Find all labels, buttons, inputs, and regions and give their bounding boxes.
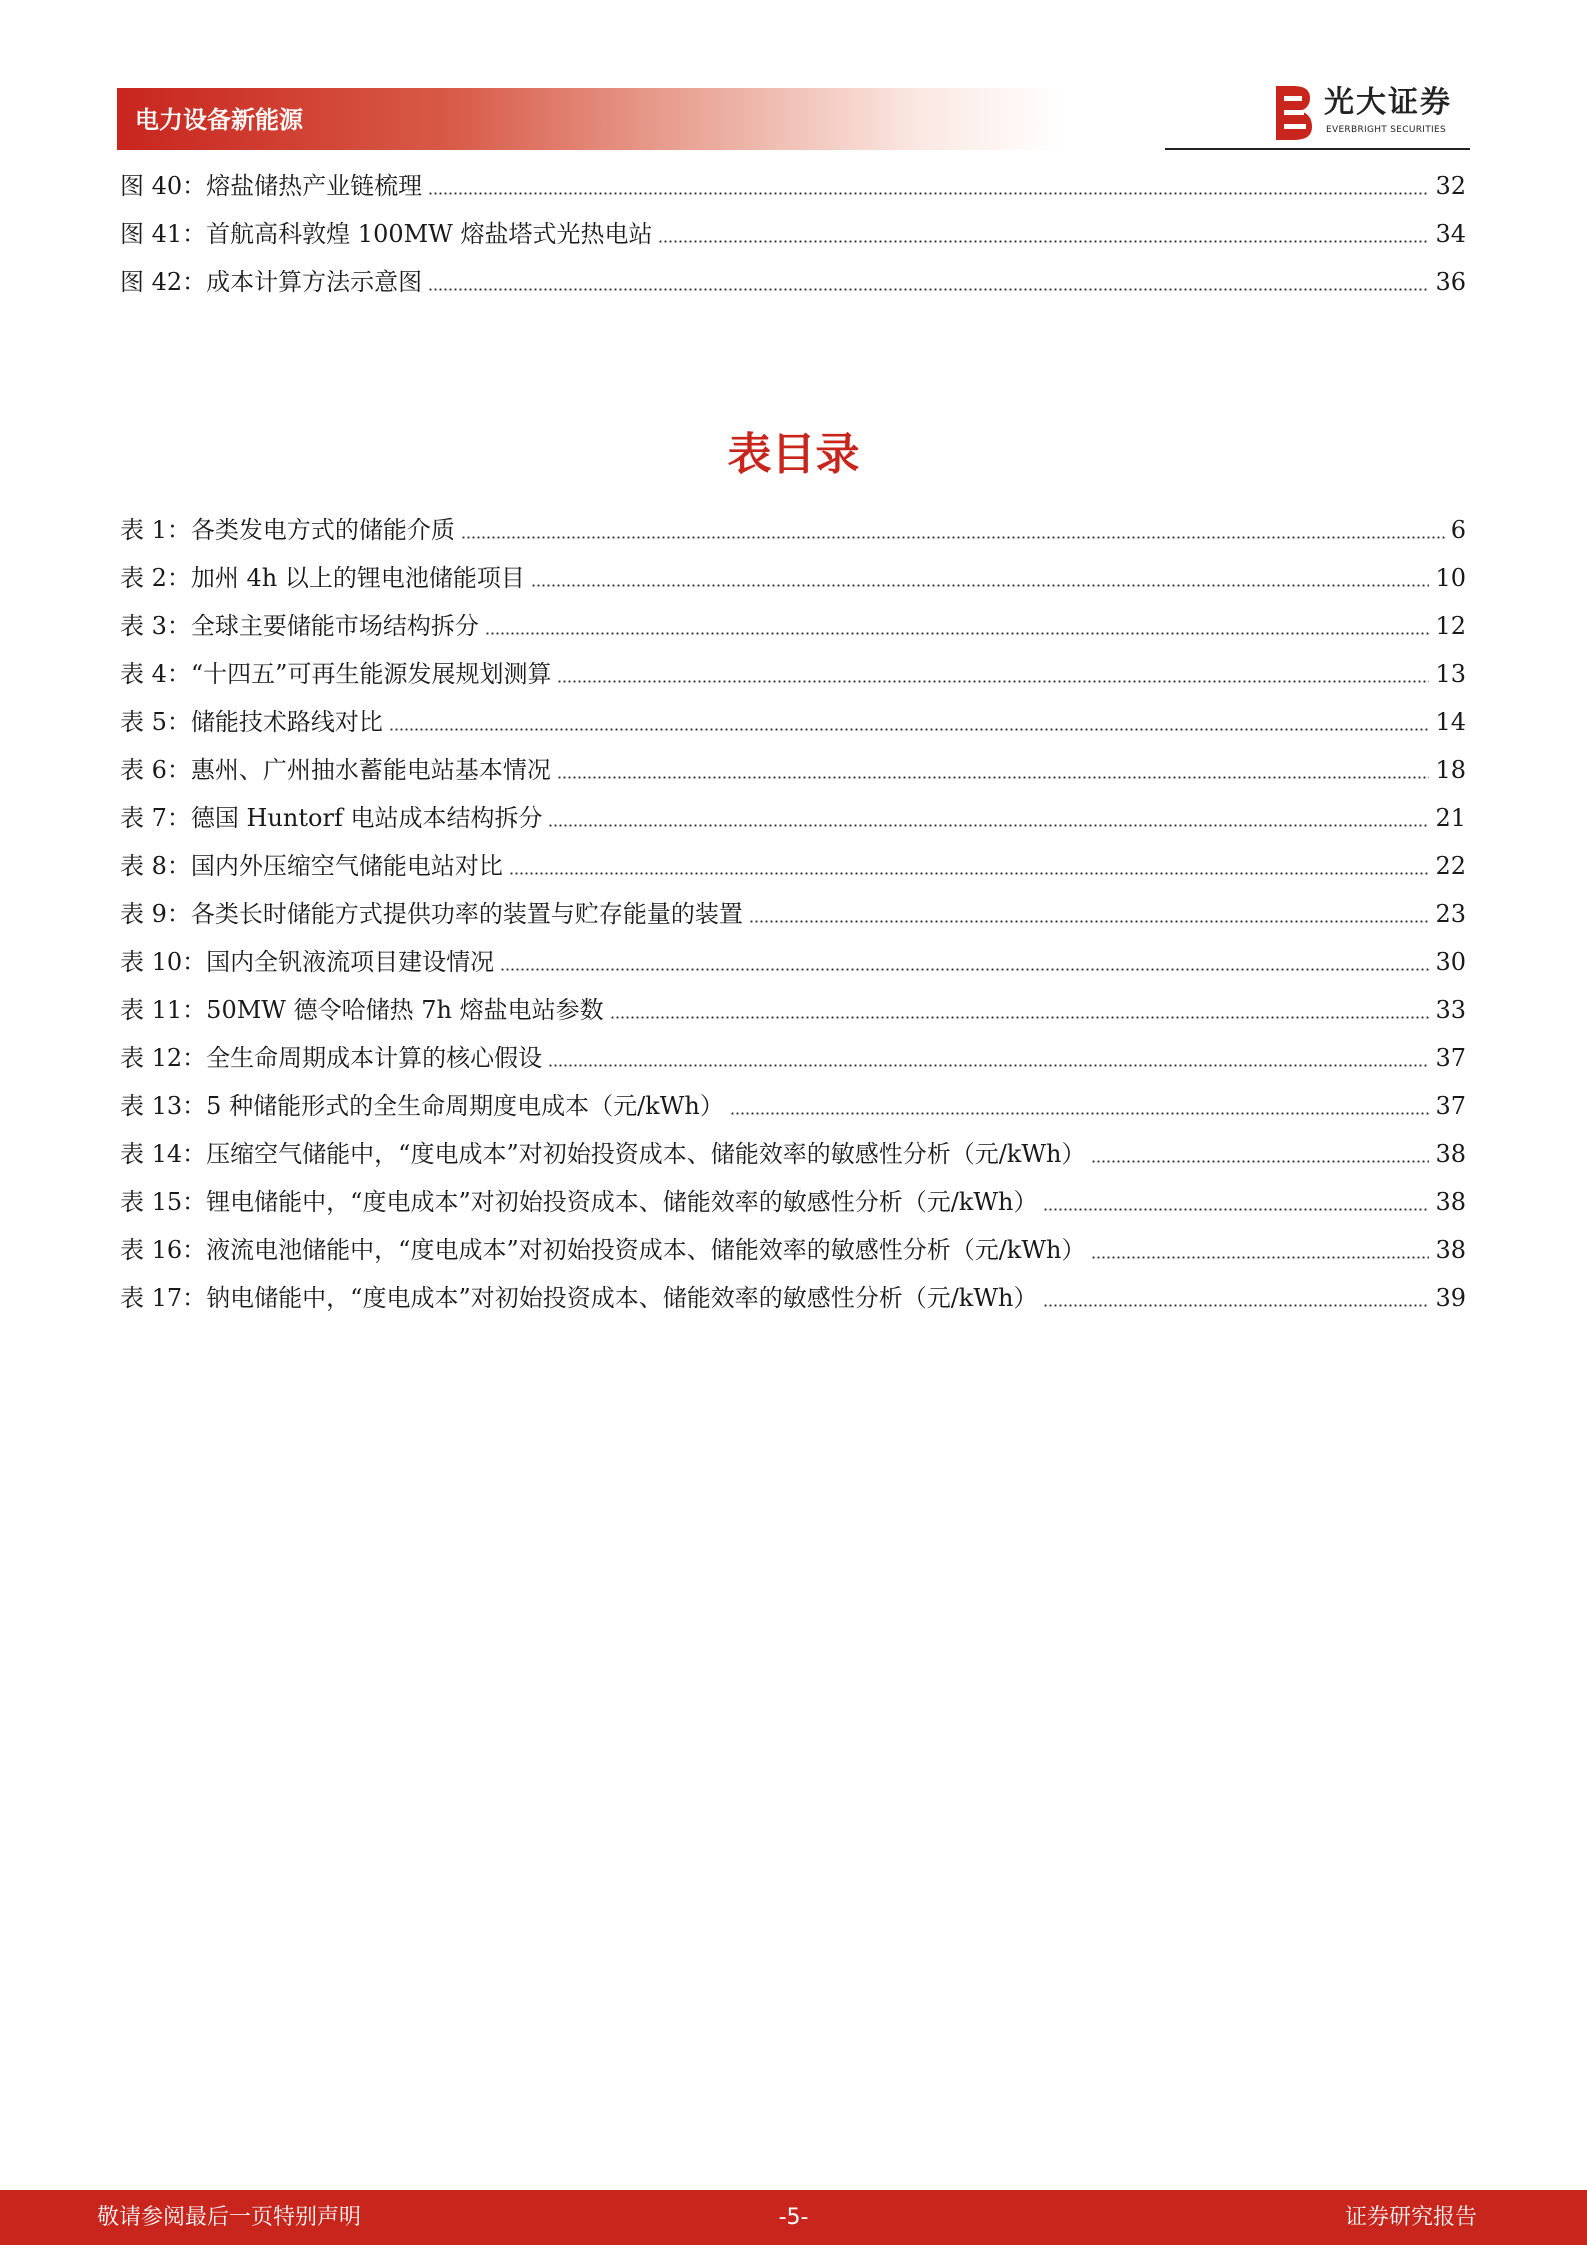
- dot-leader: [557, 776, 1430, 779]
- table-title: 钠电储能中，“度电成本”对初始投资成本、储能效率的敏感性分析（元/kWh）: [206, 1284, 1038, 1312]
- dot-leader: [610, 1016, 1430, 1019]
- table-entry[interactable]: [120, 1134, 1466, 1174]
- table-title: 储能技术路线对比: [190, 708, 383, 736]
- table-entry[interactable]: [120, 798, 1466, 838]
- table-label: 表 11：: [120, 996, 207, 1024]
- table-title: 加州 4h 以上的锂电池储能项目: [190, 564, 525, 592]
- logo-chinese-name: 光大证券: [1324, 85, 1452, 120]
- table-title: 50MW 德令哈储热 7h 熔盐电站参数: [206, 996, 604, 1024]
- table-label: 表 5：: [120, 708, 191, 736]
- table-page: 37: [1435, 1092, 1466, 1120]
- table-title: 锂电储能中，“度电成本”对初始投资成本、储能效率的敏感性分析（元/kWh）: [206, 1188, 1038, 1216]
- table-entry[interactable]: [120, 942, 1466, 982]
- table-page: 12: [1435, 612, 1466, 640]
- table-page: 37: [1435, 1044, 1466, 1072]
- footer-band: [0, 2190, 1587, 2245]
- dot-leader: [1043, 1304, 1429, 1307]
- table-label: 表 7：: [120, 804, 191, 832]
- figure-label: 图 41：: [120, 220, 207, 248]
- dot-leader: [557, 680, 1429, 683]
- table-list-heading: 表目录: [727, 429, 860, 480]
- table-title: 国内外压缩空气储能电站对比: [190, 852, 503, 880]
- table-label: 表 2：: [120, 564, 191, 592]
- dot-leader: [1091, 1256, 1429, 1259]
- table-entry[interactable]: [120, 606, 1466, 646]
- table-entry[interactable]: [120, 1182, 1466, 1222]
- table-label: 表 3：: [120, 612, 191, 640]
- dot-leader: [531, 584, 1430, 587]
- table-label: 表 10：: [120, 948, 207, 976]
- table-title: 5 种储能形式的全生命周期度电成本（元/kWh）: [206, 1092, 724, 1120]
- table-entry[interactable]: [120, 654, 1466, 694]
- figure-label: 图 42：: [120, 268, 207, 296]
- table-title: 各类长时储能方式提供功率的装置与贮存能量的装置: [190, 900, 743, 928]
- table-page: 18: [1435, 756, 1466, 784]
- table-page: 23: [1435, 900, 1466, 928]
- table-label: 表 13：: [120, 1092, 207, 1120]
- table-title: 液流电池储能中，“度电成本”对初始投资成本、储能效率的敏感性分析（元/kWh）: [206, 1236, 1086, 1264]
- dot-leader: [500, 968, 1429, 971]
- table-label: 表 8：: [120, 852, 191, 880]
- figure-title: 成本计算方法示意图: [206, 268, 423, 296]
- table-page: 38: [1435, 1140, 1466, 1168]
- figure-label: 图 40：: [120, 172, 207, 200]
- table-title: 各类发电方式的储能介质: [190, 516, 455, 544]
- table-label: 表 14：: [120, 1140, 207, 1168]
- table-page: 30: [1435, 948, 1466, 976]
- table-page: 33: [1435, 996, 1466, 1024]
- figure-title: 首航高科敦煌 100MW 熔盐塔式光热电站: [206, 220, 653, 248]
- table-label: 表 4：: [120, 660, 191, 688]
- dot-leader: [389, 728, 1430, 731]
- table-title: 全生命周期成本计算的核心假设: [206, 1044, 543, 1072]
- dot-leader: [658, 240, 1429, 243]
- dot-leader: [730, 1112, 1430, 1115]
- table-page: 10: [1435, 564, 1466, 592]
- table-page: 39: [1435, 1284, 1466, 1312]
- footer-report-type: 证券研究报告: [1344, 2205, 1477, 2230]
- table-title: 德国 Huntorf 电站成本结构拆分: [190, 804, 543, 832]
- dot-leader: [461, 536, 1445, 539]
- table-page: 14: [1435, 708, 1466, 736]
- dot-leader: [1043, 1208, 1429, 1211]
- table-entry[interactable]: [120, 1086, 1466, 1126]
- figure-entry[interactable]: [120, 262, 1466, 302]
- figure-page: 34: [1435, 220, 1466, 248]
- figure-entry[interactable]: [120, 166, 1466, 206]
- table-title: 国内全钒液流项目建设情况: [206, 948, 495, 976]
- figure-page: 36: [1435, 268, 1466, 296]
- table-label: 表 9：: [120, 900, 191, 928]
- table-entry[interactable]: [120, 990, 1466, 1030]
- table-page: 38: [1435, 1236, 1466, 1264]
- table-title: 惠州、广州抽水蓄能电站基本情况: [190, 756, 551, 784]
- dot-leader: [1091, 1160, 1429, 1163]
- table-title: 压缩空气储能中，“度电成本”对初始投资成本、储能效率的敏感性分析（元/kWh）: [206, 1140, 1086, 1168]
- table-title: “十四五”可再生能源发展规划测算: [190, 660, 552, 688]
- footer-disclaimer[interactable]: 敬请参阅最后一页特别声明: [97, 2205, 362, 2230]
- everbright-logo-icon: [1270, 82, 1314, 144]
- table-page: 13: [1435, 660, 1466, 688]
- table-entry[interactable]: [120, 1278, 1466, 1318]
- figure-title: 熔盐储热产业链梳理: [206, 172, 423, 200]
- figure-entry[interactable]: [120, 214, 1466, 254]
- table-label: 表 16：: [120, 1236, 207, 1264]
- table-title: 全球主要储能市场结构拆分: [190, 612, 479, 640]
- table-label: 表 17：: [120, 1284, 207, 1312]
- header-rule: [1165, 148, 1470, 150]
- table-page: 22: [1435, 852, 1466, 880]
- dot-leader: [548, 1064, 1429, 1067]
- logo-english-name: EVERBRIGHT SECURITIES: [1326, 125, 1446, 135]
- company-logo: [1270, 82, 1470, 144]
- footer-page-number: -5-: [778, 2205, 809, 2230]
- table-entry[interactable]: [120, 1230, 1466, 1270]
- table-entry[interactable]: [120, 750, 1466, 790]
- table-page: 21: [1435, 804, 1466, 832]
- table-page: 38: [1435, 1188, 1466, 1216]
- table-page: 6: [1450, 516, 1466, 544]
- dot-leader: [548, 824, 1429, 827]
- table-label: 表 12：: [120, 1044, 207, 1072]
- dot-leader: [428, 192, 1429, 195]
- table-entry[interactable]: [120, 846, 1466, 886]
- figure-page: 32: [1435, 172, 1466, 200]
- table-label: 表 1：: [120, 516, 191, 544]
- table-entry[interactable]: [120, 702, 1466, 742]
- dot-leader: [749, 920, 1430, 923]
- table-entry[interactable]: [120, 1038, 1466, 1078]
- dot-leader: [485, 632, 1430, 635]
- table-label: 表 6：: [120, 756, 191, 784]
- table-entry[interactable]: [120, 558, 1466, 598]
- table-entry[interactable]: [120, 894, 1466, 934]
- dot-leader: [509, 872, 1430, 875]
- dot-leader: [428, 288, 1429, 291]
- table-entry[interactable]: [120, 510, 1466, 550]
- header-section-title: 电力设备新能源: [135, 106, 303, 134]
- table-label: 表 15：: [120, 1188, 207, 1216]
